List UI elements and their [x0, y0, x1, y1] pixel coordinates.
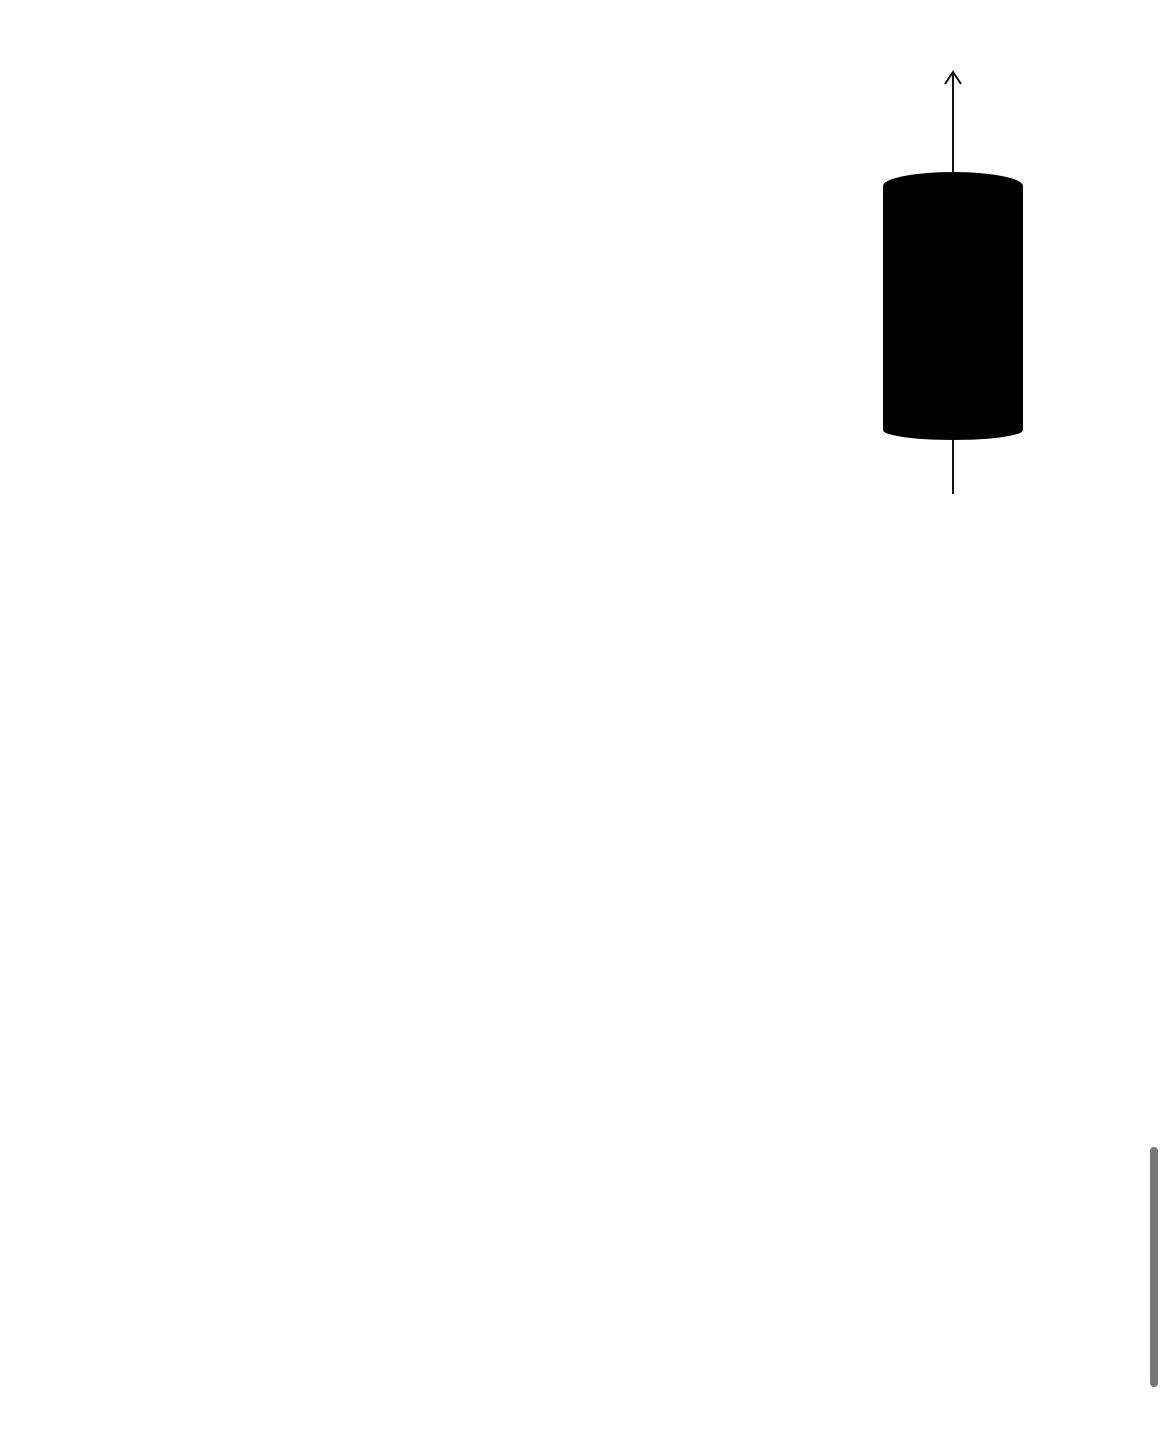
cylinder-top	[883, 172, 1023, 200]
cylinder-body	[883, 186, 1023, 440]
cylinder-figure	[870, 60, 1040, 500]
vertical-scrollbar[interactable]	[1150, 1147, 1158, 1387]
